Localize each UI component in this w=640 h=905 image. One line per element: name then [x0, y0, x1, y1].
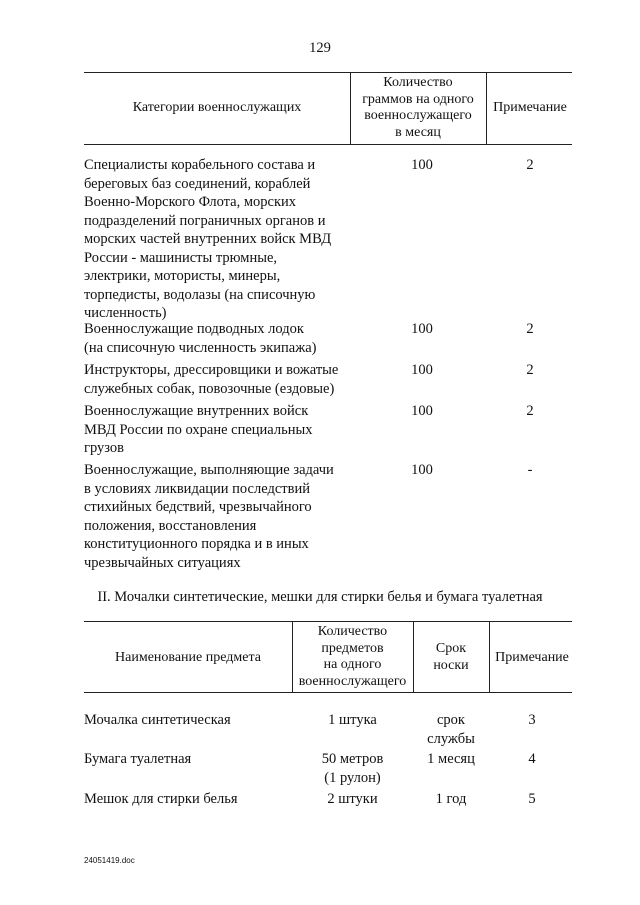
- row-text-line: 1 месяц: [427, 751, 475, 767]
- row-note: 2: [526, 403, 534, 419]
- row-quantity: 100: [411, 362, 433, 378]
- row-text-line: службы: [427, 730, 475, 747]
- row-text-line: России - машинисты трюмные,: [84, 249, 278, 266]
- header-line: Количество: [383, 75, 453, 90]
- table-1-top-border: [84, 72, 572, 73]
- row-quantity: [292, 790, 413, 809]
- row-quantity: 100: [411, 321, 433, 337]
- row-text-line: служебных собак, повозочные (ездовые): [84, 380, 335, 397]
- row-text-line: Специалисты корабельного состава и: [84, 157, 316, 173]
- table-2-top-border: [84, 621, 572, 622]
- row-text-line: 1 год: [435, 791, 467, 807]
- row-note: 2: [526, 362, 534, 378]
- row-quantity: [292, 711, 413, 730]
- row-note: 5: [528, 791, 536, 807]
- row-text-line: чрезвычайных ситуациях: [84, 554, 241, 571]
- row-text-line: стихийных бедствий, чрезвычайного: [84, 499, 312, 515]
- table-row: [84, 361, 354, 398]
- row-text-line: положения, восстановления: [84, 517, 257, 534]
- row-text-line: Военнослужащие внутренних войск: [84, 403, 309, 419]
- table-1-header-bottom-border: [84, 144, 572, 145]
- table-2-header-term: [413, 641, 489, 674]
- row-quantity: 100: [411, 462, 433, 478]
- row-text-line: морских частей внутренних войск МВД: [84, 231, 332, 247]
- row-text-line: в условиях ликвидации последствий: [84, 480, 310, 497]
- table-2-header-item: Наименование предмета: [115, 650, 261, 665]
- row-text-line: Военнослужащие, выполняющие задачи: [84, 462, 334, 478]
- header-line: носки: [433, 657, 469, 673]
- row-quantity: 100: [411, 157, 433, 173]
- row-text-line: (на списочную численность экипажа): [84, 339, 317, 356]
- row-text-line: 1 штука: [328, 712, 377, 728]
- table-2-header-note: Примечание: [495, 650, 569, 665]
- row-note: 3: [528, 712, 536, 728]
- row-note: 2: [526, 157, 534, 173]
- row-text-line: грузов: [84, 440, 124, 456]
- row-term: [413, 750, 489, 769]
- row-text-line: Военнослужащие подводных лодок: [84, 321, 304, 337]
- header-line: граммов на одного: [362, 91, 474, 107]
- table-row: [84, 461, 354, 572]
- header-line: военнослужащего: [298, 673, 407, 689]
- row-text-line: подразделений пограничных органов и: [84, 212, 326, 229]
- row-note: -: [527, 462, 533, 478]
- row-text-line: Военно-Морского Флота, морских: [84, 194, 297, 210]
- header-line: на одного: [323, 657, 382, 672]
- row-text-line: конституционного порядка и в иных: [84, 536, 309, 552]
- row-text-line: срок: [437, 712, 465, 728]
- table-1-header-category: Категории военнослужащих: [132, 100, 302, 115]
- row-text-line: береговых баз соединений, кораблей: [84, 175, 311, 192]
- row-text-line: 50 метров: [321, 751, 384, 767]
- page-number: 129: [309, 40, 331, 56]
- row-text-line: Инструкторы, дрессировщики и вожатые: [84, 362, 339, 378]
- row-note: 4: [528, 751, 536, 767]
- table-row: [84, 156, 354, 323]
- row-text-line: торпедисты, водолазы (на списочную: [84, 286, 316, 303]
- row-term: [413, 790, 489, 809]
- row-quantity: [292, 750, 413, 787]
- table-1-header-note: Примечание: [493, 100, 567, 115]
- row-quantity: 100: [411, 403, 433, 419]
- header-line: Количество: [317, 624, 388, 639]
- header-line: предметов: [321, 640, 384, 656]
- table-2-header-bottom-border: [84, 692, 572, 693]
- table-1-header-quantity: [350, 75, 486, 141]
- table-row: [84, 320, 354, 357]
- header-line: Срок: [435, 641, 467, 656]
- table-row: Мочалка синтетическая: [84, 712, 231, 728]
- row-text-line: МВД России по охране специальных: [84, 421, 313, 438]
- row-term: [413, 711, 489, 748]
- row-text-line: численность): [84, 305, 167, 321]
- header-line: в месяц: [395, 124, 441, 140]
- table-row: [84, 402, 354, 458]
- table-row: Мешок для стирки белья: [84, 791, 238, 807]
- row-text-line: 2 штуки: [327, 791, 378, 807]
- header-line: военнослужащего: [364, 108, 472, 123]
- table-2-header-quantity: [292, 624, 413, 690]
- row-note: 2: [526, 321, 534, 337]
- footer-filename: 24051419.doc: [84, 856, 135, 865]
- section-title: II. Мочалки синтетические, мешки для стирки белья и бумага туалетная: [97, 589, 543, 605]
- row-text-line: (1 рулон): [324, 769, 381, 786]
- row-text-line: электрики, мотористы, минеры,: [84, 268, 281, 284]
- table-row: Бумага туалетная: [84, 751, 192, 767]
